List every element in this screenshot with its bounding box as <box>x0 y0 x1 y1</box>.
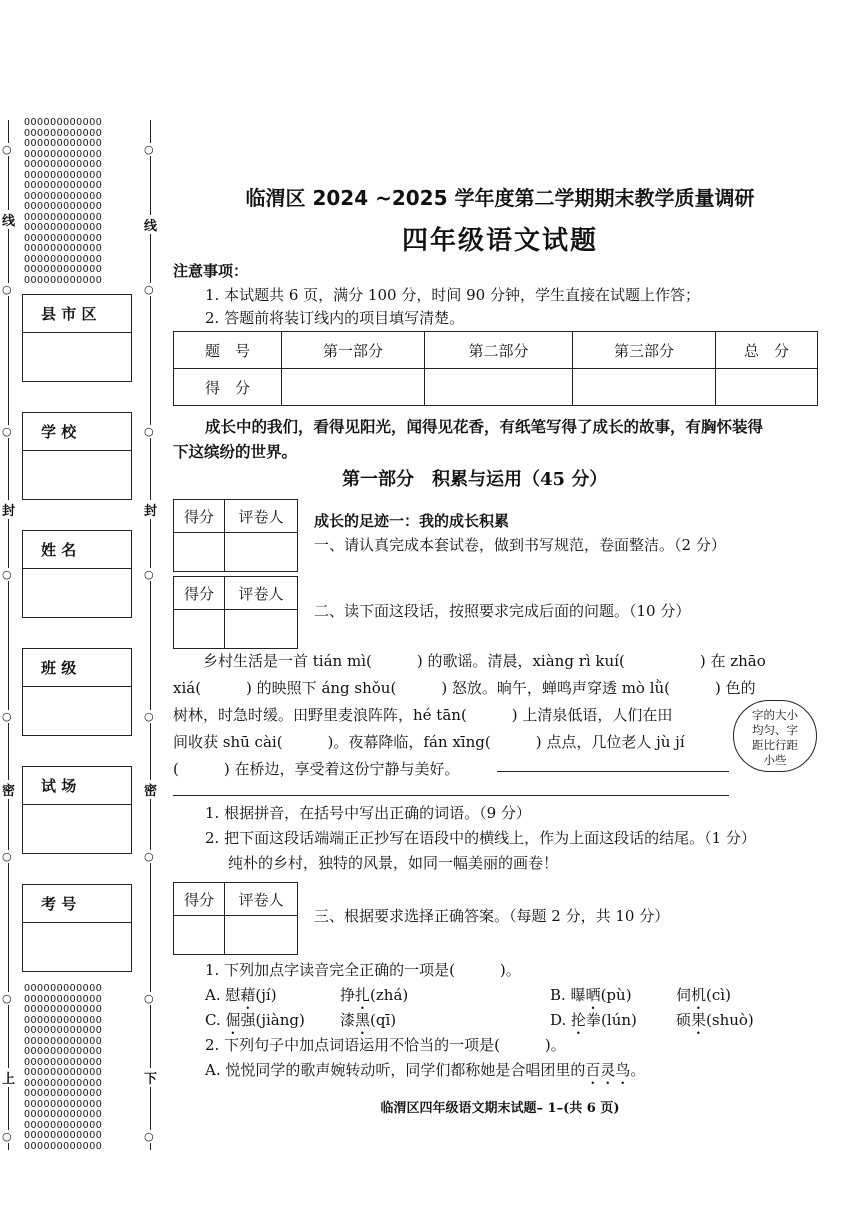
bubble-line: 字的大小 <box>752 708 798 722</box>
pinyin: (shuò) <box>706 1011 754 1029</box>
decorative-circle-pattern-bottom: OOOOOOOOOOOO OOOOOOOOOOOO OOOOOOOOOOOO OOOOOOOOOOOO OOOOOOOOOOOO OOOOOOOOOOOO OOOOOOOOOOOO OOOOOOOOOOOO OOOOOOOOOOOO OOOOOOOOOOOO OOOOOOOOOOOO OOOOOOOOOOOO OOOOOOOOOOOO OOOOOOOOOOOO OOOOOOOOOOOO OOOOOOOOOOOO <box>24 984 103 1152</box>
field-name-label: 姓 名 <box>23 531 131 569</box>
grade-box-1 <box>173 499 298 572</box>
dotted-char: 藉 <box>240 986 256 1004</box>
grade-box-grader-input[interactable] <box>225 916 297 954</box>
option-label: A. 慰 <box>205 986 241 1004</box>
question-2: 二、读下面这段话，按照要求完成后面的问题。（10 分） <box>314 602 691 620</box>
field-school-label: 学 校 <box>23 413 131 451</box>
binding-mark-mi-left: 密 <box>2 780 15 799</box>
copy-answer-line-2[interactable] <box>173 795 729 796</box>
sentence-end: 。 <box>630 1061 646 1079</box>
score-table-header-row <box>174 332 818 369</box>
dotted-char: 黑 <box>355 1011 371 1029</box>
bubble-line: 均匀、字 <box>752 723 798 737</box>
copy-answer-line-1[interactable] <box>497 771 729 772</box>
binding-hole-icon: ○ <box>2 283 12 296</box>
q3-item-1: 1. 下列加点字读音完全正确的一项是( )。 <box>205 961 521 979</box>
field-county-input[interactable] <box>23 333 131 381</box>
handwriting-tip-bubble <box>733 700 817 772</box>
question-1: 一、请认真完成本套试卷，做到书写规范，卷面整洁。（2 分） <box>314 536 726 554</box>
sentence-part: A. 悦悦同学的歌声婉转动听，同学们都称她是合唱团里的 <box>205 1061 586 1079</box>
question-2-sub-1: 1. 根据拼音，在括号中写出正确的词语。（9 分） <box>205 804 531 822</box>
binding-hole-icon: ○ <box>144 143 154 156</box>
bubble-line: 距比行距 <box>752 738 798 752</box>
binding-hole-icon: ○ <box>144 850 154 863</box>
dotted-char: 果 <box>691 1011 707 1029</box>
grade-box-grader-input[interactable] <box>225 533 297 571</box>
field-exam-number-input[interactable] <box>23 923 131 971</box>
binding-mark-xian-right: 线 <box>144 215 157 234</box>
dotted-word: 百灵鸟 <box>585 1061 631 1079</box>
grade-box-grader-input[interactable] <box>225 610 297 648</box>
grade-box-grader-label: 评卷人 <box>238 890 284 909</box>
pinyin: (cì) <box>706 986 731 1004</box>
field-name-input[interactable] <box>23 569 131 617</box>
field-school-input[interactable] <box>23 451 131 499</box>
exam-title: 临渭区 2024 ~2025 学年度第二学期期末教学质量调研 <box>245 186 755 210</box>
q3-item-2: 2. 下列句子中加点词语运用不恰当的一项是( )。 <box>205 1036 566 1054</box>
score-total-input[interactable] <box>716 369 818 406</box>
dotted-char: 扎 <box>355 986 371 1004</box>
copy-source-text: 纯朴的乡村，独特的风景，如同一幅美丽的画卷！ <box>228 854 559 872</box>
binding-hole-icon: ○ <box>144 283 154 296</box>
field-class <box>22 648 132 736</box>
bubble-line: 小些 <box>763 753 787 767</box>
field-exam-room-input[interactable] <box>23 805 131 853</box>
score-part1-input[interactable] <box>282 369 425 406</box>
passage-line-2: xiá( ) 的映照下 áng shǒu( ) 怒放。晌午，蝉鸣声穿透 mò lǜ( ) 色的 <box>173 679 756 697</box>
grade-box-score-label: 得分 <box>174 883 225 915</box>
grade-box-grader-label: 评卷人 <box>238 507 284 526</box>
binding-mark-mi-right: 密 <box>144 780 157 799</box>
part1-title: 第一部分 积累与运用（45 分） <box>342 469 608 490</box>
word-part: 硕 <box>676 1011 692 1029</box>
grade-box-grader-label: 评卷人 <box>238 584 284 603</box>
pinyin: (qī) <box>370 1011 397 1029</box>
grade-box-score-label: 得分 <box>174 577 225 609</box>
passage-line-4: 间收获 shū cài( )。夜幕降临，fán xīng( ) 点点，几位老人 jù jí <box>173 733 685 751</box>
field-class-input[interactable] <box>23 687 131 735</box>
binding-hole-icon: ○ <box>144 568 154 581</box>
question-3: 三、根据要求选择正确答案。（每题 2 分，共 10 分） <box>314 907 670 925</box>
score-table-cell: 题 号 <box>174 332 282 369</box>
binding-mark-feng-right: 封 <box>144 500 157 519</box>
word-part: 挣 <box>340 986 356 1004</box>
grade-box-3 <box>173 882 298 955</box>
exam-subtitle: 四年级语文试题 <box>401 226 598 256</box>
score-table-cell: 第二部分 <box>425 332 573 369</box>
score-table-cell: 第一部分 <box>282 332 425 369</box>
q3-item-2-option-a[interactable] <box>205 1059 645 1088</box>
grade-box-score-input[interactable] <box>174 533 225 571</box>
dotted-char: 机 <box>691 986 707 1004</box>
intro-line-1: 成长中的我们，看得见阳光，闻得见花香，有纸笔写得了成长的故事，有胸怀装得 <box>205 417 764 436</box>
field-class-label: 班 级 <box>23 649 131 687</box>
field-exam-number <box>22 884 132 972</box>
field-name <box>22 530 132 618</box>
option-label: C. <box>205 1011 226 1029</box>
intro-line-2: 下这缤纷的世界。 <box>173 442 298 461</box>
binding-hole-icon: ○ <box>2 143 12 156</box>
notice-item-2: 2. 答题前将装订线内的项目填写清楚。 <box>205 309 465 327</box>
dotted-char: 晒 <box>585 986 601 1004</box>
score-part3-input[interactable] <box>573 369 716 406</box>
score-table-cell: 得 分 <box>174 369 282 406</box>
field-school <box>22 412 132 500</box>
notice-item-1: 1. 本试题共 6 页，满分 100 分，时间 90 分钟，学生直接在试题上作答； <box>205 286 700 304</box>
binding-hole-icon: ○ <box>2 710 12 723</box>
dotted-char: 抡 <box>571 1011 587 1029</box>
grade-box-score-input[interactable] <box>174 610 225 648</box>
passage-line-3: 树林，时急时缓。田野里麦浪阵阵，hé tān( ) 上清泉低语，人们在田 <box>173 706 673 724</box>
pinyin: (zhá) <box>370 986 409 1004</box>
binding-hole-icon: ○ <box>2 425 12 438</box>
pinyin: 强(jiàng) <box>240 1011 305 1029</box>
binding-hole-icon: ○ <box>2 568 12 581</box>
word-part: 伺 <box>676 986 692 1004</box>
q3-option-d-2 <box>676 1009 754 1038</box>
dotted-char: 倔 <box>225 1011 241 1029</box>
binding-hole-icon: ○ <box>144 710 154 723</box>
page-footer: 临渭区四年级语文期末试题– 1–(共 6 页) <box>380 1101 620 1116</box>
binding-hole-icon: ○ <box>2 850 12 863</box>
grade-box-2 <box>173 576 298 649</box>
field-exam-room-label: 试 场 <box>23 767 131 805</box>
pinyin: (pù) <box>600 986 632 1004</box>
passage-line-5: ( ) 在桥边，享受着这份宁静与美好。 <box>173 760 460 778</box>
field-county <box>22 294 132 382</box>
grade-box-score-label: 得分 <box>174 500 225 532</box>
binding-hole-icon: ○ <box>144 992 154 1005</box>
binding-hole-icon: ○ <box>2 992 12 1005</box>
question-2-sub-2: 2. 把下面这段话端端正正抄写在语段中的横线上，作为上面这段话的结尾。（1 分） <box>205 829 756 847</box>
binding-mark-feng-left: 封 <box>2 500 15 519</box>
pinyin: (jí) <box>255 986 277 1004</box>
option-label: D. <box>550 1011 572 1029</box>
pinyin: 拳(lún) <box>586 1011 637 1029</box>
score-table-score-row <box>174 369 818 406</box>
score-table-cell: 总 分 <box>716 332 818 369</box>
section-heading: 成长的足迹一：我的成长积累 <box>314 512 510 530</box>
score-part2-input[interactable] <box>425 369 573 406</box>
word-part: 漆 <box>340 1011 356 1029</box>
binding-mark-xian-left: 线 <box>2 210 15 229</box>
decorative-circle-pattern-top: OOOOOOOOOOOO OOOOOOOOOOOO OOOOOOOOOOOO OOOOOOOOOOOO OOOOOOOOOOOO OOOOOOOOOOOO OOOOOOOOOOOO OOOOOOOOOOOO OOOOOOOOOOOO OOOOOOOOOOOO OOOOOOOOOOOO OOOOOOOOOOOO OOOOOOOOOOOO OOOOOOOOOOOO OOOOOOOOOOOO OOOOOOOOOOOO <box>24 118 103 286</box>
field-exam-room <box>22 766 132 854</box>
grade-box-score-input[interactable] <box>174 916 225 954</box>
option-label: B. 曝 <box>550 986 586 1004</box>
binding-hole-icon: ○ <box>144 425 154 438</box>
score-table-cell: 第三部分 <box>573 332 716 369</box>
field-exam-number-label: 考 号 <box>23 885 131 923</box>
binding-hole-icon: ○ <box>2 1130 12 1143</box>
binding-mark-xia-right: 下 <box>144 1068 157 1087</box>
score-table <box>173 331 818 406</box>
passage-line-1: 乡村生活是一首 tián mì( ) 的歌谣。清晨，xiàng rì kuí( ) 在 zhāo <box>173 652 766 670</box>
binding-mark-shang-left: 上 <box>2 1068 15 1087</box>
field-county-label: 县 市 区 <box>23 295 131 333</box>
notice-heading: 注意事项： <box>173 262 249 280</box>
binding-hole-icon: ○ <box>144 1130 154 1143</box>
